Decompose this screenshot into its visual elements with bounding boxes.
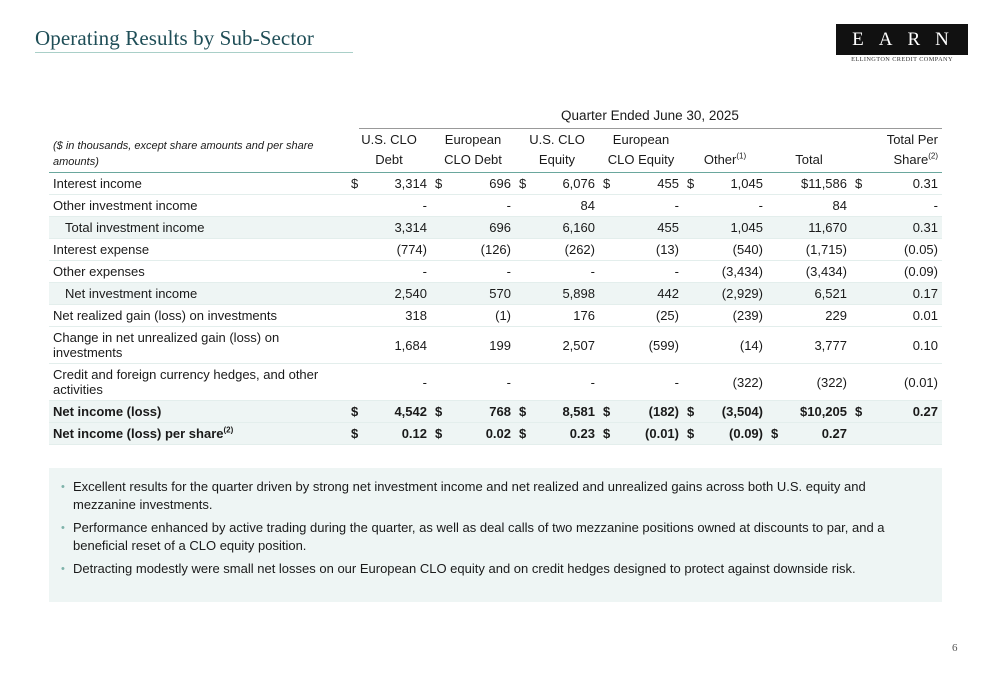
cell-us-clo-equity: $ 8,581 <box>515 401 599 423</box>
cell-total: (1,715) <box>767 239 851 261</box>
cell-other: - <box>683 195 767 217</box>
cell-other: (540) <box>683 239 767 261</box>
cell-total-per-share: 0.31 <box>851 217 942 239</box>
currency-symbol: $ <box>603 404 611 419</box>
cell-us-clo-debt: 318 <box>347 305 431 327</box>
cell-us-clo-equity: 5,898 <box>515 283 599 305</box>
cell-total-per-share: (0.09) <box>851 261 942 283</box>
col-total: Total <box>795 152 823 167</box>
cell-european-clo-debt: 696 <box>431 217 515 239</box>
row-label: Net realized gain (loss) on investments <box>49 305 347 327</box>
cell-us-clo-debt: 3,314 <box>347 217 431 239</box>
row-label: Other investment income <box>49 195 347 217</box>
cell-european-clo-equity: 442 <box>599 283 683 305</box>
title-underline <box>35 52 353 53</box>
currency-symbol: $ <box>435 426 443 441</box>
cell-us-clo-debt: - <box>347 364 431 401</box>
table-row <box>49 423 942 445</box>
row-label: Change in net unrealized gain (loss) on investments <box>49 327 347 364</box>
col-european-clo-debt: European CLO Debt <box>444 132 502 167</box>
currency-symbol: $ <box>855 176 863 191</box>
currency-symbol: $ <box>687 176 695 191</box>
commentary-list <box>49 468 942 578</box>
cell-european-clo-equity: $ (0.01) <box>599 423 683 445</box>
cell-european-clo-debt: $ 0.02 <box>431 423 515 445</box>
commentary-bullet: • Excellent results for the quarter driven by strong net investment income and net realized and unrealized gains across both U.S. equity and mezzanine investments. <box>73 478 912 514</box>
currency-symbol: $ <box>519 176 527 191</box>
cell-us-clo-debt: (774) <box>347 239 431 261</box>
cell-total-per-share: - <box>851 195 942 217</box>
currency-symbol: $ <box>435 404 443 419</box>
cell-us-clo-equity: - <box>515 364 599 401</box>
units-note: ($ in thousands, except share amounts and per share amounts) <box>53 140 314 168</box>
cell-other: $ 1,045 <box>683 173 767 195</box>
cell-us-clo-equity: 6,160 <box>515 217 599 239</box>
currency-symbol: $ <box>351 426 359 441</box>
earn-logo: EARN <box>836 24 968 55</box>
cell-total-per-share: 0.01 <box>851 305 942 327</box>
row-label: Interest income <box>49 173 347 195</box>
cell-european-clo-equity: $ (182) <box>599 401 683 423</box>
cell-other: (2,929) <box>683 283 767 305</box>
cell-us-clo-equity: 176 <box>515 305 599 327</box>
table-row <box>49 261 942 283</box>
cell-us-clo-debt: - <box>347 195 431 217</box>
cell-total: 84 <box>767 195 851 217</box>
col-european-clo-equity: European CLO Equity <box>607 132 675 167</box>
col-us-clo-equity: U.S. CLO Equity <box>529 132 585 167</box>
commentary-bullet: • Detracting modestly were small net losses on our European CLO equity and on credit hedges designed to protect against downside risk. <box>73 560 912 578</box>
table-row <box>49 283 942 305</box>
cell-european-clo-debt: (126) <box>431 239 515 261</box>
row-label: Interest expense <box>49 239 347 261</box>
cell-total: 3,777 <box>767 327 851 364</box>
cell-european-clo-debt: $ 696 <box>431 173 515 195</box>
cell-european-clo-equity: (25) <box>599 305 683 327</box>
cell-total: 11,670 <box>767 217 851 239</box>
cell-us-clo-debt: 2,540 <box>347 283 431 305</box>
table-row <box>49 327 942 364</box>
cell-us-clo-equity: $ 6,076 <box>515 173 599 195</box>
cell-european-clo-equity: (599) <box>599 327 683 364</box>
table-row <box>49 239 942 261</box>
cell-european-clo-debt: (1) <box>431 305 515 327</box>
cell-total: $10,205 <box>767 401 851 423</box>
currency-symbol: $ <box>687 426 695 441</box>
cell-european-clo-debt: - <box>431 195 515 217</box>
currency-symbol: $ <box>771 426 779 441</box>
cell-european-clo-equity: $ 455 <box>599 173 683 195</box>
cell-total-per-share: 0.17 <box>851 283 942 305</box>
table-row <box>49 195 942 217</box>
cell-european-clo-debt: 199 <box>431 327 515 364</box>
col-total-per-share: Total Per Share$^{(2)}$ <box>886 132 938 167</box>
currency-symbol: $ <box>855 404 863 419</box>
logo-subtitle: ELLINGTON CREDIT COMPANY <box>851 56 953 63</box>
cell-european-clo-equity: (13) <box>599 239 683 261</box>
row-label: Credit and foreign currency hedges, and other activities <box>49 364 347 401</box>
table-header-row <box>49 130 942 173</box>
cell-us-clo-equity: 2,507 <box>515 327 599 364</box>
cell-total-per-share: $ 0.31 <box>851 173 942 195</box>
cell-other: 1,045 <box>683 217 767 239</box>
cell-total-per-share: $ 0.27 <box>851 401 942 423</box>
cell-total-per-share <box>851 423 942 445</box>
row-label: Net investment income <box>49 283 347 305</box>
table-row <box>49 305 942 327</box>
cell-us-clo-debt: $ 3,314 <box>347 173 431 195</box>
page-title: Operating Results by Sub-Sector <box>35 26 314 50</box>
cell-european-clo-equity: 455 <box>599 217 683 239</box>
cell-european-clo-debt: - <box>431 261 515 283</box>
cell-total: (322) <box>767 364 851 401</box>
cell-us-clo-debt: $ 4,542 <box>347 401 431 423</box>
table-row <box>49 401 942 423</box>
currency-symbol: $ <box>687 404 695 419</box>
cell-other: $ (3,504) <box>683 401 767 423</box>
col-other: Other$^{(1)}$ <box>703 151 747 167</box>
currency-symbol: $ <box>603 176 611 191</box>
cell-us-clo-debt: $ 0.12 <box>347 423 431 445</box>
cell-other: (239) <box>683 305 767 327</box>
currency-symbol: $ <box>351 176 359 191</box>
period-rule <box>359 128 942 129</box>
col-us-clo-debt: U.S. CLO Debt <box>361 132 417 167</box>
cell-european-clo-debt: 570 <box>431 283 515 305</box>
cell-european-clo-equity: - <box>599 364 683 401</box>
cell-other: $ (0.09) <box>683 423 767 445</box>
commentary-box <box>49 468 942 602</box>
period-header: Quarter Ended June 30, 2025 <box>561 108 739 123</box>
cell-european-clo-equity: - <box>599 195 683 217</box>
cell-us-clo-equity: $ 0.23 <box>515 423 599 445</box>
cell-us-clo-equity: (262) <box>515 239 599 261</box>
cell-total: 6,521 <box>767 283 851 305</box>
currency-symbol: $ <box>519 404 527 419</box>
cell-other: (14) <box>683 327 767 364</box>
operating-results-table <box>49 130 942 445</box>
currency-symbol: $ <box>603 426 611 441</box>
cell-total: $ 0.27 <box>767 423 851 445</box>
currency-symbol: $ <box>435 176 443 191</box>
table-row <box>49 364 942 401</box>
cell-total-per-share: (0.01) <box>851 364 942 401</box>
cell-total-per-share: 0.10 <box>851 327 942 364</box>
cell-other: (322) <box>683 364 767 401</box>
cell-us-clo-equity: - <box>515 261 599 283</box>
table-row <box>49 173 942 195</box>
cell-total: 229 <box>767 305 851 327</box>
commentary-bullet: • Performance enhanced by active trading during the quarter, as well as deal calls of two mezzanine positions owned at discounts to par, and a beneficial reset of a CLO equity position. <box>73 519 912 555</box>
cell-us-clo-equity: 84 <box>515 195 599 217</box>
cell-us-clo-debt: 1,684 <box>347 327 431 364</box>
currency-symbol: $ <box>519 426 527 441</box>
cell-total: $11,586 <box>767 173 851 195</box>
currency-symbol: $ <box>351 404 359 419</box>
row-label: Total investment income <box>49 217 347 239</box>
cell-other: (3,434) <box>683 261 767 283</box>
cell-total-per-share: (0.05) <box>851 239 942 261</box>
cell-total: (3,434) <box>767 261 851 283</box>
table-body <box>49 173 942 445</box>
page-number: 6 <box>952 642 958 654</box>
row-label: Net income (loss) per share$^{(2)}$ <box>49 423 347 445</box>
row-label: Other expenses <box>49 261 347 283</box>
cell-european-clo-debt: - <box>431 364 515 401</box>
cell-european-clo-debt: $ 768 <box>431 401 515 423</box>
table-row <box>49 217 942 239</box>
row-label: Net income (loss) <box>49 401 347 423</box>
cell-european-clo-equity: - <box>599 261 683 283</box>
cell-us-clo-debt: - <box>347 261 431 283</box>
